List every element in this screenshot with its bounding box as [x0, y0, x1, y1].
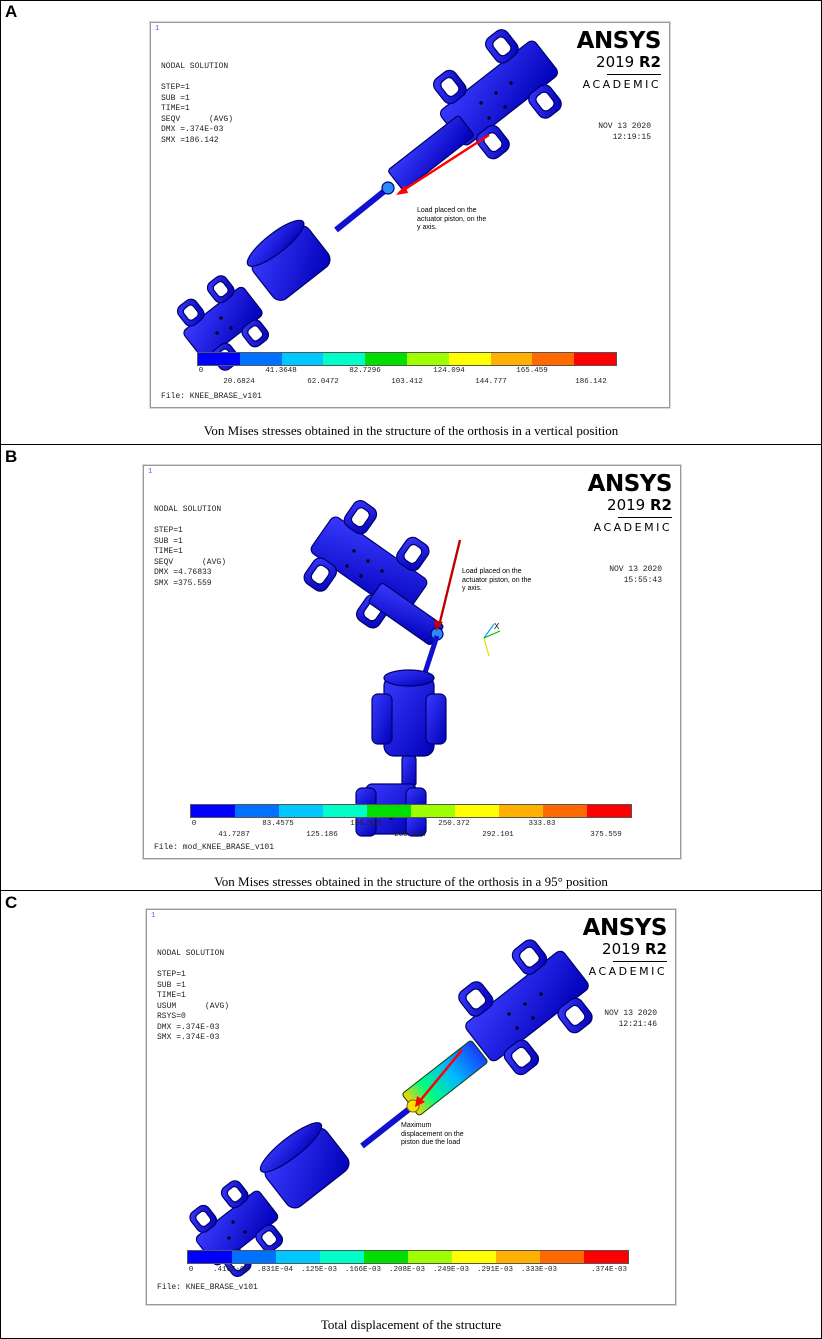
colorbar-band [452, 1251, 496, 1263]
timestamp: NOV 13 2020 12:19:15 [598, 122, 651, 142]
solution-info: NODAL SOLUTION STEP=1 SUB =1 TIME=1 SEQV (AVG) DMX =.374E-03 SMX =186.142 [161, 62, 234, 145]
orthosis-model [144, 466, 680, 858]
colorbar-band [455, 805, 499, 817]
load-arrow [439, 540, 460, 626]
colorbar-label: 0 [191, 820, 197, 828]
colorbar-label: 292.101 [482, 831, 514, 839]
colorbar-label: 41.3648 [265, 367, 297, 375]
colorbar-label: 0 [198, 367, 204, 375]
colorbar-band [491, 353, 533, 365]
timestamp: NOV 13 2020 15:55:43 [609, 565, 662, 585]
colorbar-band [365, 353, 407, 365]
colorbar-band [499, 805, 543, 817]
figure-caption: Von Mises stresses obtained in the structure of the orthosis in a vertical position [203, 423, 619, 438]
colorbar-label: 41.7287 [218, 831, 250, 839]
colorbar [197, 352, 617, 366]
ansys-screenshot [146, 909, 676, 1305]
colorbar-band [543, 805, 587, 817]
window-number: 1 [148, 468, 153, 476]
colorbar-band [449, 353, 491, 365]
colorbar-label: 82.7296 [349, 367, 381, 375]
displacement-annotation: Maximum displacement on the piston due the load [401, 1122, 464, 1146]
colorbar-band [587, 805, 631, 817]
colorbar-label: 375.559 [590, 831, 622, 839]
colorbar-label: 124.094 [433, 367, 465, 375]
colorbar-band [532, 353, 574, 365]
colorbar-label: 125.186 [306, 831, 338, 839]
colorbar-label: .831E-04 [256, 1266, 294, 1274]
panel-a [0, 0, 822, 444]
panel-letter: A [5, 2, 18, 21]
colorbar-band [364, 1251, 408, 1263]
colorbar-label: .208E-03 [388, 1266, 426, 1274]
colorbar-band [367, 805, 411, 817]
colorbar-band [323, 805, 367, 817]
colorbar-band [411, 805, 455, 817]
ansys-logo: ANSYS 2019 R2 ACADEMIC [582, 915, 667, 978]
file-name: File: KNEE_BRASE_v101 [161, 392, 262, 401]
load-annotation: Load placed on the actuator piston, on the y axis. [417, 207, 487, 231]
axis-label: X [494, 622, 500, 631]
file-name: File: mod_KNEE_BRASE_v101 [154, 843, 275, 852]
colorbar-label: 333.83 [528, 820, 556, 828]
orthosis-model [151, 23, 669, 407]
colorbar-band [407, 353, 449, 365]
colorbar-label: .291E-03 [476, 1266, 514, 1274]
file-name: File: KNEE_BRASE_v101 [157, 1283, 258, 1292]
colorbar-band [198, 353, 240, 365]
colorbar-band [191, 805, 235, 817]
colorbar-label: 103.412 [391, 378, 423, 386]
colorbar-band [188, 1251, 232, 1263]
panel-letter: C [5, 893, 18, 912]
colorbar-band [235, 805, 279, 817]
colorbar-label: .333E-03 [520, 1266, 558, 1274]
colorbar-label: 165.459 [516, 367, 548, 375]
colorbar-band [496, 1251, 540, 1263]
colorbar-label: 250.372 [438, 820, 470, 828]
colorbar-label: .249E-03 [432, 1266, 470, 1274]
window-number: 1 [155, 25, 160, 33]
colorbar-label: .416E-04 [212, 1266, 250, 1274]
colorbar-label: .374E-03 [590, 1266, 628, 1274]
figure-caption: Total displacement of the structure [320, 1317, 502, 1332]
colorbar-band [323, 353, 365, 365]
colorbar-label: 62.0472 [307, 378, 339, 386]
ansys-logo: ANSYS 2019 R2 ACADEMIC [576, 28, 661, 91]
colorbar-band [408, 1251, 452, 1263]
timestamp: NOV 13 2020 12:21:46 [604, 1009, 657, 1029]
colorbar-label: .166E-03 [344, 1266, 382, 1274]
ansys-screenshot [150, 22, 670, 408]
panel-letter: B [5, 447, 18, 466]
colorbar-label: 166.915 [350, 820, 382, 828]
ansys-screenshot [143, 465, 681, 859]
colorbar-band [240, 353, 282, 365]
panel-b [0, 445, 822, 890]
window-number: 1 [151, 912, 156, 920]
colorbar-label: 0 [188, 1266, 194, 1274]
colorbar [190, 804, 632, 818]
ansys-logo: ANSYS 2019 R2 ACADEMIC [587, 471, 672, 534]
colorbar [187, 1250, 629, 1264]
load-annotation: Load placed on the actuator piston, on the y axis. [462, 568, 532, 592]
colorbar-label: 186.142 [575, 378, 607, 386]
colorbar-band [574, 353, 616, 365]
colorbar-band [279, 805, 323, 817]
colorbar-label: 20.6824 [223, 378, 255, 386]
colorbar-band [282, 353, 324, 365]
colorbar-band [276, 1251, 320, 1263]
colorbar-label: 208.644 [394, 831, 426, 839]
colorbar-band [232, 1251, 276, 1263]
colorbar-label: .125E-03 [300, 1266, 338, 1274]
colorbar-band [540, 1251, 584, 1263]
panel-c [0, 891, 822, 1337]
colorbar-band [320, 1251, 364, 1263]
colorbar-label: 83.4575 [262, 820, 294, 828]
colorbar-band [584, 1251, 628, 1263]
figure-caption: Von Mises stresses obtained in the structure of the orthosis in a 95° position [214, 874, 608, 889]
solution-info: NODAL SOLUTION STEP=1 SUB =1 TIME=1 USUM (AVG) RSYS=0 DMX =.374E-03 SMX =.374E-03 [157, 949, 230, 1042]
colorbar-label: 144.777 [475, 378, 507, 386]
orthosis-model [147, 910, 675, 1304]
solution-info: NODAL SOLUTION STEP=1 SUB =1 TIME=1 SEQV (AVG) DMX =4.76833 SMX =375.559 [154, 505, 227, 588]
